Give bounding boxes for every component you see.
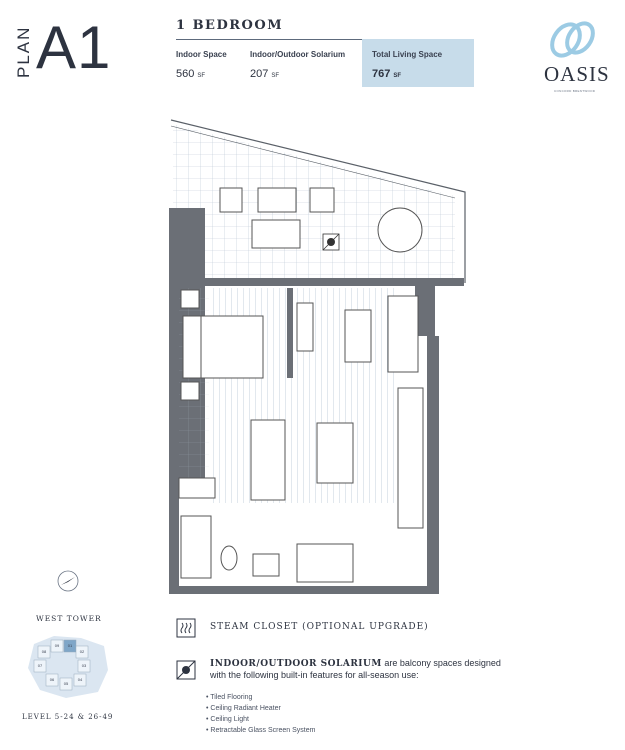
keymap-unit: 07 bbox=[37, 663, 43, 668]
plan-word: PLAN bbox=[14, 25, 33, 78]
tower-label: WEST TOWER bbox=[36, 614, 102, 623]
steam-closet-icon bbox=[176, 618, 196, 638]
indoor-space-stat bbox=[176, 50, 227, 80]
keymap-unit: 06 bbox=[49, 677, 55, 682]
logo-rings-icon bbox=[540, 18, 606, 62]
feature-item: • Tiled Flooring bbox=[206, 692, 315, 703]
key-plan-map bbox=[26, 634, 111, 700]
keymap-unit: 09 bbox=[54, 643, 60, 648]
solarium-value: 207 SF bbox=[250, 68, 280, 80]
total-space-stat bbox=[372, 50, 442, 80]
unit-type: 1 BEDROOM bbox=[176, 18, 284, 33]
keymap-unit: 03 bbox=[81, 663, 87, 668]
keymap-unit: 04 bbox=[77, 677, 83, 682]
level-label: LEVEL 5-24 & 26-49 bbox=[22, 713, 114, 721]
logo-tagline: CONCORD BRENTWOOD bbox=[554, 89, 596, 93]
logo-wordmark: OASIS bbox=[544, 62, 610, 86]
solarium-heater-icon bbox=[176, 660, 196, 680]
heater-sun-icon bbox=[323, 234, 339, 250]
indoor-space-value: 560 SF bbox=[176, 68, 206, 80]
floor-plan-drawing bbox=[165, 118, 470, 600]
solarium-description: INDOOR/OUTDOOR SOLARIUM are balcony spaces designed with the following built-in features for all-season use: bbox=[210, 658, 501, 680]
feature-item: • Ceiling Radiant Heater bbox=[206, 703, 315, 714]
keymap-unit: 08 bbox=[41, 649, 47, 654]
feature-item: • Retractable Glass Screen System bbox=[206, 725, 315, 736]
keymap-unit: 02 bbox=[79, 649, 85, 654]
solarium-area bbox=[171, 120, 465, 283]
keymap-unit: 05 bbox=[63, 681, 69, 686]
solarium-label: Indoor/Outdoor Solarium bbox=[250, 50, 346, 59]
keymap-unit: 01 bbox=[67, 643, 73, 648]
oasis-logo bbox=[540, 18, 610, 98]
indoor-space-label: Indoor Space bbox=[176, 50, 227, 59]
solarium-stat bbox=[250, 50, 345, 80]
north-compass-icon bbox=[57, 570, 79, 592]
plan-id: A1 bbox=[36, 14, 112, 81]
total-space-value: 767 SF bbox=[372, 68, 402, 80]
steam-closet-label: STEAM CLOSET (OPTIONAL UPGRADE) bbox=[210, 622, 429, 632]
feature-item: • Ceiling Light bbox=[206, 714, 315, 725]
total-space-label: Total Living Space bbox=[372, 50, 443, 59]
solarium-features-list bbox=[206, 692, 315, 736]
